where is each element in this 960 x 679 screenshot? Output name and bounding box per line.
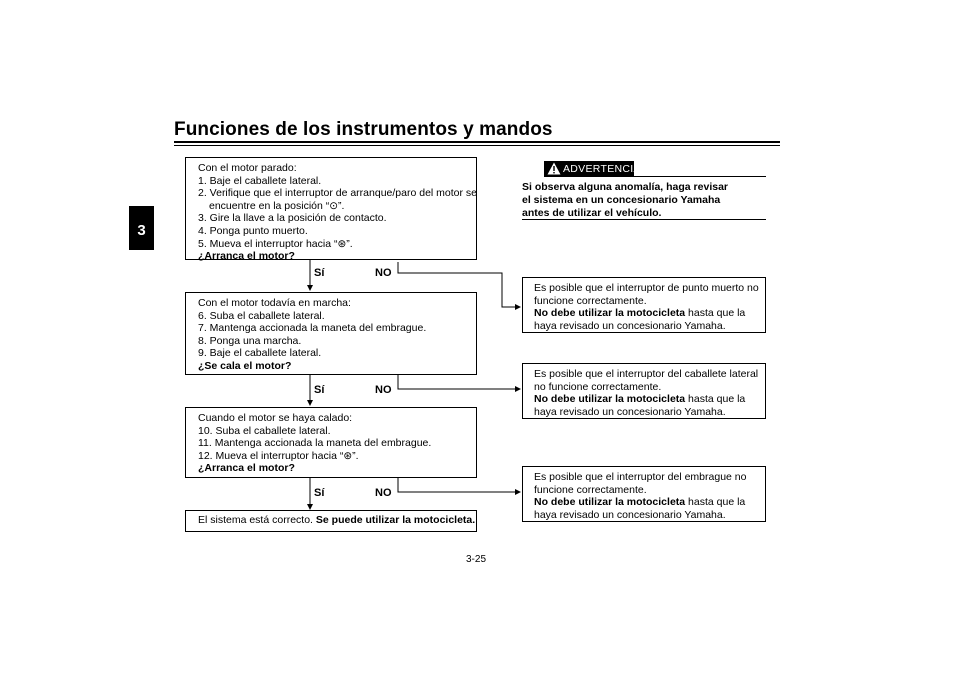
- result-box-clutch: [522, 466, 766, 522]
- result-text: Es posible que el interruptor de punto muerto no: [534, 282, 759, 294]
- no-label: NO: [375, 384, 392, 396]
- step-text: Con el motor todavía en marcha:: [198, 297, 351, 309]
- step-text: 2. Verifique que el interruptor de arranque/paro del motor se: [198, 187, 478, 200]
- step-text: 7. Mantenga accionada la maneta del embrague.: [198, 322, 427, 335]
- warning-label-text: ADVERTENCIA: [563, 163, 641, 175]
- step-box-1: [185, 157, 478, 263]
- result-ok-bold: Se puede utilizar la motocicleta.: [315, 514, 476, 526]
- warning-line: el sistema en un concesionario Yamaha: [522, 193, 721, 206]
- result-box-ok: [185, 510, 477, 532]
- result-bold: No debe utilizar la motocicleta: [534, 307, 686, 320]
- result-text: funcione correctamente.: [534, 483, 647, 496]
- no-label: NO: [375, 487, 392, 499]
- warning-rule: [634, 176, 766, 177]
- step-question: ¿Se cala el motor?: [198, 359, 292, 372]
- no-label: NO: [375, 267, 392, 279]
- step-text: encuentre en la posición “⊙”.: [209, 199, 345, 212]
- step-text: 1. Baje el caballete lateral.: [198, 174, 322, 187]
- result-text: no funcione correctamente.: [534, 380, 662, 393]
- step-box-3: [185, 407, 477, 478]
- step-text: 8. Ponga una marcha.: [198, 334, 302, 347]
- result-text: hasta que la: [685, 393, 746, 406]
- yes-label: Sí: [314, 267, 325, 279]
- warning-label: [544, 161, 641, 177]
- result-text: hasta que la: [685, 496, 746, 509]
- result-bold: No debe utilizar la motocicleta: [534, 496, 686, 509]
- yes-label: Sí: [314, 487, 325, 499]
- step-question: ¿Arranca el motor?: [198, 462, 295, 475]
- result-box-sidestand: [522, 363, 766, 419]
- step-text: Con el motor parado:: [198, 162, 297, 174]
- step-text: 11. Mantenga accionada la maneta del embrague.: [198, 437, 432, 450]
- step-text: Cuando el motor se haya calado:: [198, 412, 353, 424]
- result-ok-text: El sistema está correcto.: [198, 514, 313, 526]
- step-text: 5. Mueva el interruptor hacia “⊛”.: [198, 237, 353, 250]
- page-number: 3-25: [466, 554, 487, 565]
- warning-line: antes de utilizar el vehículo.: [522, 206, 662, 219]
- step-text: 10. Suba el caballete lateral.: [198, 424, 331, 437]
- warning-rule-bottom: [522, 219, 766, 220]
- step-text: 6. Suba el caballete lateral.: [198, 309, 325, 322]
- yes-label: Sí: [314, 384, 325, 396]
- step-text: 9. Baje el caballete lateral.: [198, 347, 322, 360]
- step-text: 3. Gire la llave a la posición de contacto.: [198, 212, 387, 225]
- result-text: Es posible que el interruptor del embrague no: [534, 471, 747, 483]
- warning-line: Si observa alguna anomalía, haga revisar: [522, 181, 729, 193]
- result-text: Es posible que el interruptor del caballete lateral: [534, 368, 759, 380]
- step-question: ¿Arranca el motor?: [198, 250, 295, 263]
- result-text: funcione correctamente.: [534, 294, 647, 307]
- warning-text: [522, 181, 762, 219]
- step-text: 4. Ponga punto muerto.: [198, 224, 308, 237]
- result-box-neutral: [522, 277, 766, 333]
- chapter-number: 3: [137, 222, 146, 239]
- step-text: 12. Mueva el interruptor hacia “⊛”.: [198, 449, 359, 462]
- result-text: hasta que la: [685, 307, 746, 320]
- warning-icon: [547, 162, 561, 175]
- result-bold: No debe utilizar la motocicleta: [534, 393, 686, 406]
- step-box-2: [185, 292, 477, 375]
- result-text: haya revisado un concesionario Yamaha.: [534, 508, 726, 521]
- result-text: haya revisado un concesionario Yamaha.: [534, 405, 726, 418]
- result-text: haya revisado un concesionario Yamaha.: [534, 319, 726, 332]
- page-title: Funciones de los instrumentos y mandos: [174, 119, 553, 140]
